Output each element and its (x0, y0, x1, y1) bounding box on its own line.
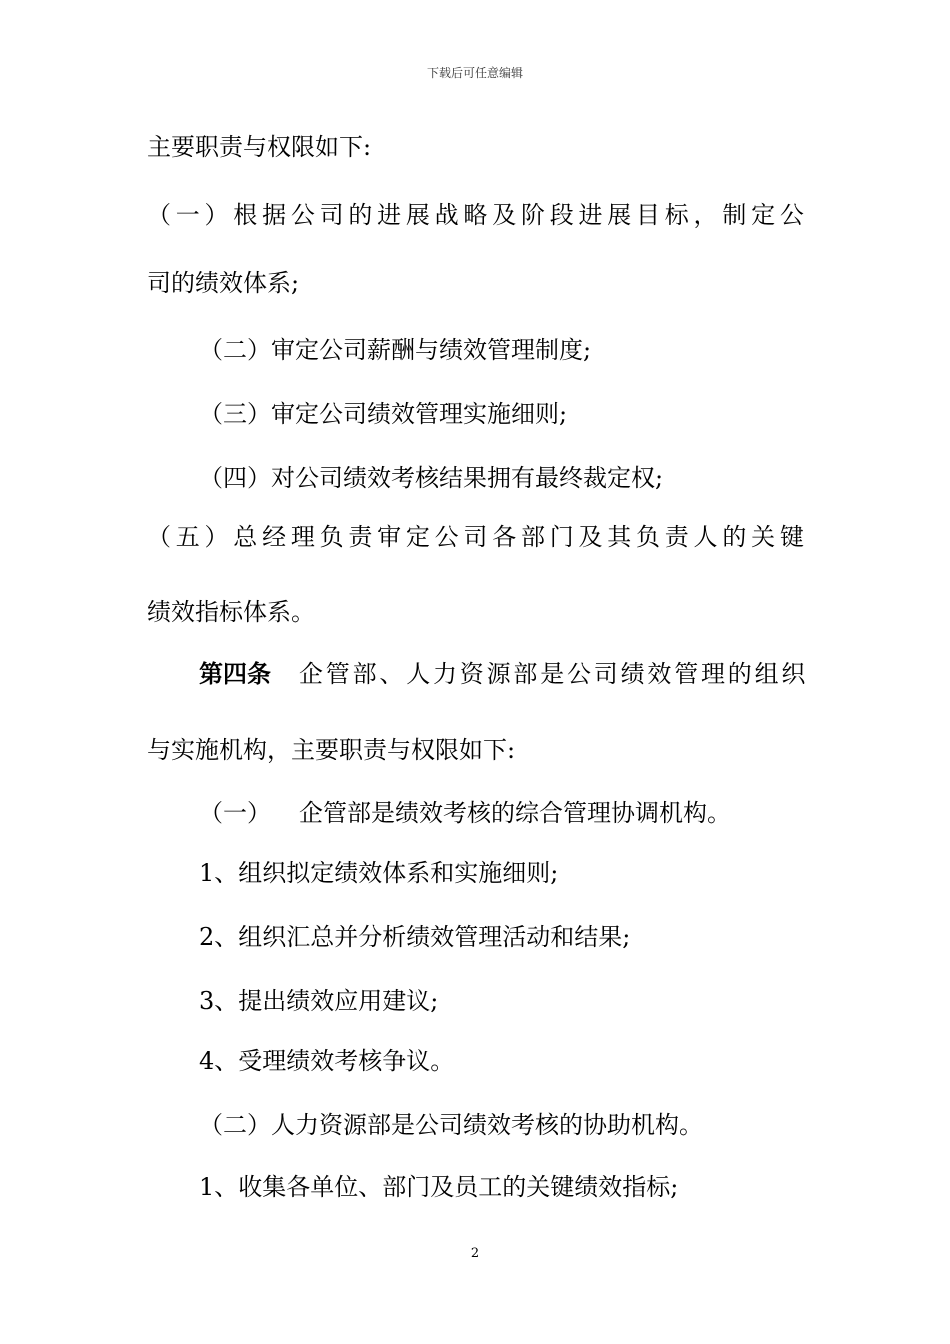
section-1-item-4: 4、受理绩效考核争议。 (199, 1047, 455, 1075)
paragraph-item-4: （四）对公司绩效考核结果拥有最终裁定权; (199, 464, 664, 492)
section-1-label: （一） (199, 799, 271, 827)
paragraph-responsibilities-intro: 主要职责与权限如下: (147, 133, 372, 161)
paragraph-item-3: （三）审定公司绩效管理实施细则; (199, 400, 568, 428)
page-number: 2 (470, 1246, 480, 1261)
paragraph-item-2: （二）审定公司薪酬与绩效管理制度; (199, 336, 592, 364)
paragraph-item-1-line-1: （ 一 ） 根 据 公 司 的 进 展 战 略 及 阶 段 进 展 目 标 ， 制 定 公 (147, 201, 804, 229)
section-1-heading (199, 797, 731, 829)
section-2-item-1: 1、收集各单位、部门及员工的关键绩效指标; (199, 1173, 679, 1201)
section-1-item-2: 2、组织汇总并分析绩效管理活动和结果; (199, 923, 631, 951)
paragraph-item-5-line-2: 绩效指标体系。 (147, 598, 315, 626)
page-header: 下载后可任意编辑 (426, 66, 523, 80)
section-2-heading: （二）人力资源部是公司绩效考核的协助机构。 (199, 1111, 703, 1139)
section-1-text: 企管部是绩效考核的综合管理协调机构。 (299, 799, 731, 827)
paragraph-item-5-line-1: （ 五 ） 总 经 理 负 责 审 定 公 司 各 部 门 及 其 负 责 人 的 关 键 (147, 523, 804, 551)
paragraph-item-1-line-2: 司的绩效体系; (147, 269, 300, 297)
article-4-line-1 (199, 658, 808, 690)
section-1-item-1: 1、组织拟定绩效体系和实施细则; (199, 859, 559, 887)
article-4-text: 企管部、人力资源部是公司绩效管理的组织 (299, 660, 809, 688)
article-4-label: 第四条 (199, 659, 271, 688)
section-1-item-3: 3、提出绩效应用建议; (199, 987, 439, 1015)
article-4-line-2: 与实施机构，主要职责与权限如下: (147, 736, 516, 764)
